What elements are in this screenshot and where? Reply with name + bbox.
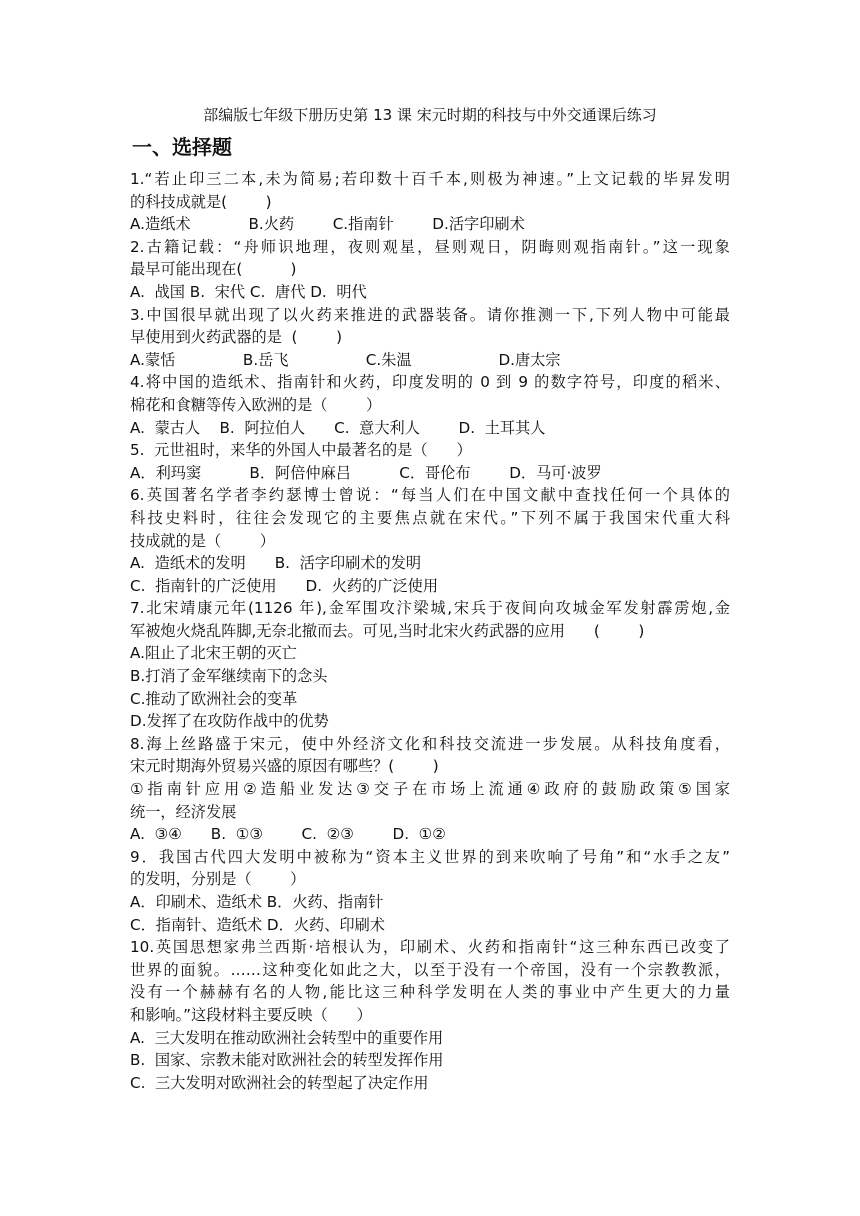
text-line: A．印刷术、造纸术 B．火药、指南针 [130,893,384,911]
text-line: A. ③④ B. ①③ C. ②③ D. ①② [130,825,446,844]
text-line: 9．我国古代四大发明中被称为“资本主义世界的到来吹响了号角”和“水手之友” [130,847,730,866]
text-line: A．利玛窦 B．阿倍仲麻吕 C．哥伦布 D．马可·波罗 [130,463,602,482]
text-line: 没有一个赫赫有名的人物,能比这三种科学发明在人类的事业中产生更大的力量 [130,983,730,1002]
document-title: 部编版七年级下册历史第 13 课 宋元时期的科技与中外交通课后练习 [203,106,657,124]
text-line: A. 战国 B. 宋代 C. 唐代 D. 明代 [130,282,367,301]
text-line: 统一，经济发展 [130,802,237,821]
text-line: C. 三大发明对欧洲社会的转型起了决定作用 [130,1073,429,1092]
text-line: 军被炮火烧乱阵脚,无奈北撤而去。可见,当时北宋火药武器的应用 ( ) [130,621,645,640]
text-line: A.造纸术 B.火药 C.指南针 D.活字印刷术 [130,215,525,234]
text-line: A. 造纸术的发明 B. 活字印刷术的发明 [130,554,422,573]
text-line: 科技史料时，往往会发现它的主要焦点就在宋代。”下列不属于我国宋代重大科 [130,508,730,527]
text-line: A.蒙恬 B.岳飞 C.朱温 D.唐太宗 [130,350,561,369]
text-line: 3.中国很早就出现了以火药来推进的武器装备。请你推测一下,下列人物中可能最 [130,305,730,324]
text-line: 4.将中国的造纸术、指南针和火药，印度发明的 0 到 9 的数字符号，印度的稻米、 [130,373,730,392]
text-line: A. 三大发明在推动欧洲社会转型中的重要作用 [130,1028,444,1047]
text-line: 10.英国思想家弗兰西斯·培根认为，印刷术、火药和指南针“这三种东西已改变了 [130,938,730,957]
text-line: B. 国家、宗教未能对欧洲社会的转型发挥作用 [130,1051,444,1070]
text-line: C. 指南针的广泛使用 D. 火药的广泛使用 [130,576,439,595]
text-line: 7.北宋靖康元年(1126 年),金军围攻汴梁城,宋兵于夜间向攻城金军发射霹雳炮,金 [130,599,730,618]
text-line: ①指南针应用②造船业发达③交子在市场上流通④政府的鼓励政策⑤国家 [130,780,730,799]
text-line: B.打消了金军继续南下的念头 [130,667,328,686]
text-line: 和影响。”这段材料主要反映（ ） [130,1005,372,1024]
text-line: 5. 元世祖时，来华的外国人中最著名的是（ ） [130,441,472,460]
text-line: 世界的面貌。……这种变化如此之大，以至于没有一个帝国，没有一个宗教教派， [130,960,730,979]
text-line: D.发挥了在攻防作战中的优势 [130,712,329,731]
text-line: A. 蒙古人 B. 阿拉伯人 C. 意大利人 D. 土耳其人 [130,418,546,437]
text-line: 技成就的是（ ） [130,531,275,550]
question-list [130,168,730,1094]
text-line: C．指南针、造纸术 D．火药、印刷术 [130,915,385,934]
text-line: 宋元时期海外贸易兴盛的原因有哪些？( ) [130,757,439,776]
text-line: 的发明，分别是（ ） [130,870,306,889]
text-line: 6.英国著名学者李约瑟博士曾说：“每当人们在中国文献中查找任何一个具体的 [130,486,730,505]
document-page [130,100,730,1094]
text-line: 棉花和食糖等传入欧洲的是（ ） [130,395,382,414]
text-line: A.阻止了北宋王朝的灭亡 [130,644,297,663]
text-line: 最早可能出现在( ) [130,260,297,279]
text-line: 8.海上丝路盛于宋元，使中外经济文化和科技交流进一步发展。从科技角度看， [130,734,730,753]
text-line: 2.古籍记载：“舟师识地理，夜则观星，昼则观日，阴晦则观指南针。”这一现象 [130,237,730,256]
text-line: 早使用到火药武器的是 ( ) [130,328,343,347]
text-line: 的科技成就是( ) [130,192,272,211]
section-heading: 一、选择题 [132,135,232,159]
text-line: 1.“若止印三二本,未为简易;若印数十百千本,则极为神速。”上文记载的毕昇发明 [130,170,730,188]
text-line: C.推动了欧洲社会的变革 [130,689,298,708]
